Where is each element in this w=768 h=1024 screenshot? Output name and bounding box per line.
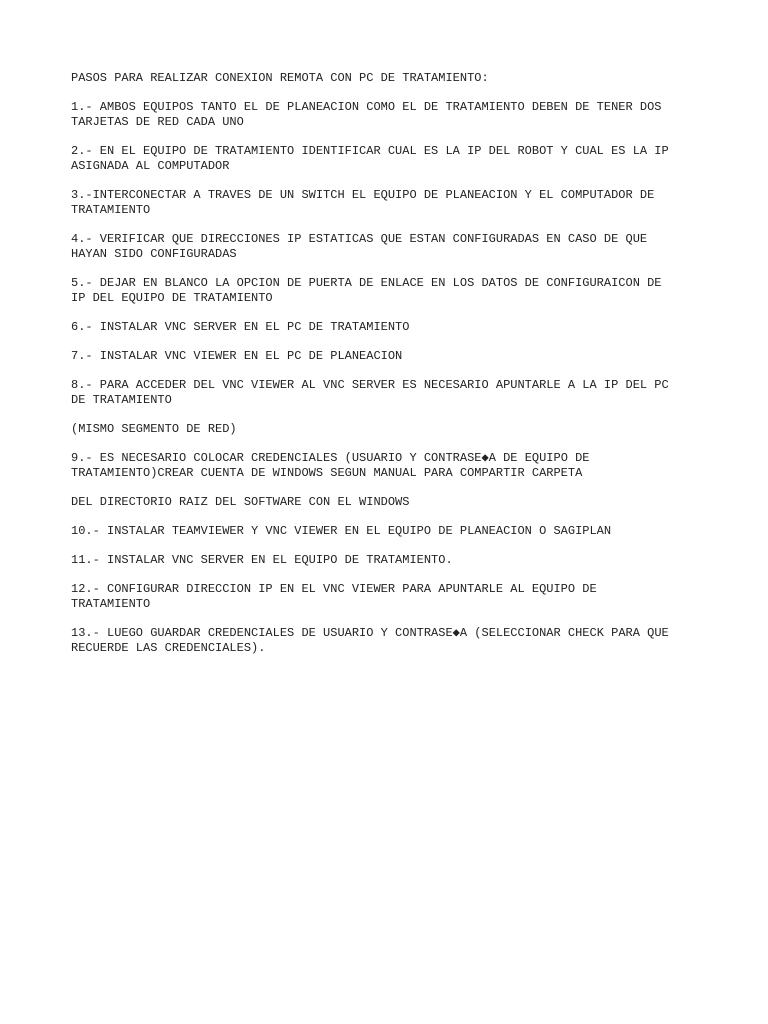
- step-4-paragraph: 4.- VERIFICAR QUE DIRECCIONES IP ESTATICAS QUE ESTAN CONFIGURADAS EN CASO DE QUE HAYAN SIDO CONFIGURADAS: [71, 232, 648, 261]
- step-6-paragraph: 6.- INSTALAR VNC SERVER EN EL PC DE TRATAMIENTO: [71, 320, 410, 334]
- document-title: PASOS PARA REALIZAR CONEXION REMOTA CON PC DE TRATAMIENTO:: [71, 71, 489, 85]
- step-3-paragraph: 3.-INTERCONECTAR A TRAVES DE UN SWITCH EL EQUIPO DE PLANEACION Y EL COMPUTADOR DE TRATAMIENTO: [71, 188, 655, 217]
- document-page: [71, 71, 711, 670]
- step-11-paragraph: 11.- INSTALAR VNC SERVER EN EL EQUIPO DE TRATAMIENTO.: [71, 553, 453, 567]
- step-8-note: (MISMO SEGMENTO DE RED): [71, 422, 237, 436]
- step-13-paragraph: 13.- LUEGO GUARDAR CREDENCIALES DE USUARIO Y CONTRASE◆A (SELECCIONAR CHECK PARA QUE RECUERDE LAS CREDENCIALES).: [71, 626, 669, 655]
- step-9-continuation: DEL DIRECTORIO RAIZ DEL SOFTWARE CON EL WINDOWS: [71, 495, 410, 509]
- step-9-paragraph: 9.- ES NECESARIO COLOCAR CREDENCIALES (USUARIO Y CONTRASE◆A DE EQUIPO DE TRATAMIENTO)CREAR CUENTA DE WINDOWS SEGUN MANUAL PARA COMPARTIR CARPETA: [71, 451, 590, 480]
- step-10-paragraph: 10.- INSTALAR TEAMVIEWER Y VNC VIEWER EN EL EQUIPO DE PLANEACION O SAGIPLAN: [71, 524, 612, 538]
- step-7-paragraph: 7.- INSTALAR VNC VIEWER EN EL PC DE PLANEACION: [71, 349, 403, 363]
- step-1-paragraph: 1.- AMBOS EQUIPOS TANTO EL DE PLANEACION COMO EL DE TRATAMIENTO DEBEN DE TENER DOS TARJETAS DE RED CADA UNO: [71, 100, 662, 129]
- step-8-paragraph: 8.- PARA ACCEDER DEL VNC VIEWER AL VNC SERVER ES NECESARIO APUNTARLE A LA IP DEL PC DE TRATAMIENTO: [71, 378, 669, 407]
- step-12-paragraph: 12.- CONFIGURAR DIRECCION IP EN EL VNC VIEWER PARA APUNTARLE AL EQUIPO DE TRATAMIENTO: [71, 582, 597, 611]
- step-5-paragraph: 5.- DEJAR EN BLANCO LA OPCION DE PUERTA DE ENLACE EN LOS DATOS DE CONFIGURAICON DE IP DEL EQUIPO DE TRATAMIENTO: [71, 276, 662, 305]
- step-2-paragraph: 2.- EN EL EQUIPO DE TRATAMIENTO IDENTIFICAR CUAL ES LA IP DEL ROBOT Y CUAL ES LA IP ASIGNADA AL COMPUTADOR: [71, 144, 669, 173]
